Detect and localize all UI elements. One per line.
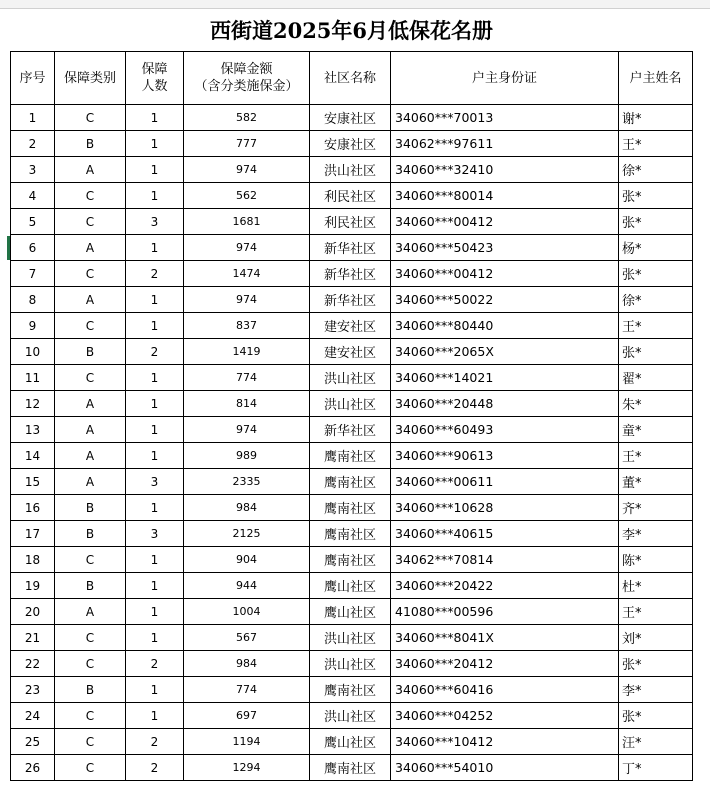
cell-amount[interactable]: 944 [184,573,310,599]
table-row [11,521,693,547]
cell-name[interactable]: 汪* [619,729,693,755]
cell-id[interactable]: 34060***32410 [391,157,619,183]
cell-name[interactable]: 齐* [619,495,693,521]
cell-people[interactable]: 1 [126,157,184,183]
cell-id[interactable]: 41080***00596 [391,599,619,625]
cell-id[interactable]: 34060***10628 [391,495,619,521]
cell-name[interactable]: 王* [619,443,693,469]
cell-amount[interactable]: 1294 [184,755,310,781]
cell-id[interactable]: 34060***14021 [391,365,619,391]
cell-community[interactable]: 鹰山社区 [310,573,391,599]
cell-community[interactable]: 洪山社区 [310,703,391,729]
header-amount-line2: （含分类施保金） [194,79,299,94]
cell-id[interactable]: 34060***20422 [391,573,619,599]
cell-amount[interactable]: 1474 [184,261,310,287]
cell-type[interactable]: C [55,261,126,287]
cell-community[interactable]: 鹰南社区 [310,495,391,521]
cell-community[interactable]: 洪山社区 [310,625,391,651]
header-amount[interactable] [184,52,310,105]
cell-no[interactable]: 9 [11,313,55,339]
sheet-title[interactable]: 西街道2025年6月低保花名册 [11,9,693,52]
cell-no[interactable]: 19 [11,573,55,599]
cell-amount[interactable]: 984 [184,495,310,521]
table-row [11,573,693,599]
cell-name[interactable]: 王* [619,599,693,625]
cell-community[interactable]: 利民社区 [310,209,391,235]
cell-people[interactable]: 1 [126,599,184,625]
cell-type[interactable]: A [55,391,126,417]
cell-amount[interactable]: 974 [184,417,310,443]
cell-people[interactable]: 1 [126,417,184,443]
table-body [11,105,693,781]
cell-community[interactable]: 洪山社区 [310,391,391,417]
cell-amount[interactable]: 562 [184,183,310,209]
cell-community[interactable]: 鹰南社区 [310,755,391,781]
cell-name[interactable]: 徐* [619,157,693,183]
cell-community[interactable]: 鹰南社区 [310,547,391,573]
cell-id[interactable]: 34060***50423 [391,235,619,261]
cell-community[interactable]: 新华社区 [310,287,391,313]
cell-people[interactable]: 3 [126,469,184,495]
cell-id[interactable]: 34060***2065X [391,339,619,365]
cell-name[interactable]: 朱* [619,391,693,417]
cell-id[interactable]: 34060***20448 [391,391,619,417]
table-row [11,677,693,703]
cell-amount[interactable]: 697 [184,703,310,729]
cell-name[interactable]: 谢* [619,105,693,131]
cell-id[interactable]: 34060***90613 [391,443,619,469]
cell-type[interactable]: A [55,417,126,443]
cell-no[interactable]: 25 [11,729,55,755]
cell-no[interactable]: 17 [11,521,55,547]
cell-community[interactable]: 新华社区 [310,261,391,287]
header-name[interactable]: 户主姓名 [619,52,693,105]
cell-type[interactable]: A [55,157,126,183]
cell-community[interactable]: 安康社区 [310,105,391,131]
cell-amount[interactable]: 974 [184,287,310,313]
cell-name[interactable]: 张* [619,183,693,209]
header-people-line2: 人数 [141,79,168,94]
cell-type[interactable]: C [55,183,126,209]
cell-type[interactable]: A [55,469,126,495]
table-row [11,755,693,781]
cell-name[interactable]: 王* [619,131,693,157]
cell-type[interactable]: C [55,651,126,677]
cell-type[interactable]: A [55,235,126,261]
cell-name[interactable]: 丁* [619,755,693,781]
cell-amount[interactable]: 774 [184,677,310,703]
cell-id[interactable]: 34060***80440 [391,313,619,339]
table-row [11,625,693,651]
roster-table [10,9,693,781]
cell-id[interactable]: 34060***00412 [391,209,619,235]
table-row [11,391,693,417]
cell-no[interactable]: 22 [11,651,55,677]
cell-type[interactable]: C [55,547,126,573]
cell-community[interactable]: 洪山社区 [310,365,391,391]
cell-id[interactable]: 34060***00611 [391,469,619,495]
cell-no[interactable]: 16 [11,495,55,521]
cell-people[interactable]: 2 [126,755,184,781]
cell-no[interactable]: 13 [11,417,55,443]
cell-no[interactable]: 8 [11,287,55,313]
cell-people[interactable]: 2 [126,261,184,287]
cell-type[interactable]: A [55,599,126,625]
header-id[interactable]: 户主身份证 [391,52,619,105]
cell-community[interactable]: 安康社区 [310,131,391,157]
cell-people[interactable]: 2 [126,729,184,755]
cell-community[interactable]: 鹰山社区 [310,599,391,625]
table-row [11,651,693,677]
cell-no[interactable]: 2 [11,131,55,157]
cell-id[interactable]: 34060***04252 [391,703,619,729]
cell-community[interactable]: 鹰南社区 [310,677,391,703]
cell-type[interactable]: B [55,495,126,521]
cell-people[interactable]: 1 [126,547,184,573]
cell-amount[interactable]: 2125 [184,521,310,547]
cell-type[interactable]: A [55,443,126,469]
table-row [11,339,693,365]
table-row [11,209,693,235]
cell-amount[interactable]: 814 [184,391,310,417]
cell-amount[interactable]: 837 [184,313,310,339]
cell-amount[interactable]: 974 [184,235,310,261]
cell-name[interactable]: 刘* [619,625,693,651]
cell-id[interactable]: 34060***60416 [391,677,619,703]
header-row [11,52,693,105]
table-row [11,495,693,521]
cell-people[interactable]: 2 [126,651,184,677]
table-row [11,417,693,443]
cell-people[interactable]: 1 [126,573,184,599]
cell-people[interactable]: 1 [126,183,184,209]
cell-id[interactable]: 34060***60493 [391,417,619,443]
cell-type[interactable]: B [55,131,126,157]
cell-people[interactable]: 1 [126,443,184,469]
cell-id[interactable]: 34060***80014 [391,183,619,209]
cell-id[interactable]: 34060***40615 [391,521,619,547]
cell-no[interactable]: 20 [11,599,55,625]
cell-no[interactable]: 7 [11,261,55,287]
cell-amount[interactable]: 2335 [184,469,310,495]
cell-name[interactable]: 李* [619,677,693,703]
cell-amount[interactable]: 774 [184,365,310,391]
table-row [11,729,693,755]
cell-no[interactable]: 3 [11,157,55,183]
cell-type[interactable]: C [55,313,126,339]
spreadsheet-header-strip [0,0,710,9]
cell-type[interactable]: C [55,755,126,781]
cell-community[interactable]: 建安社区 [310,339,391,365]
table-row [11,157,693,183]
cell-community[interactable]: 洪山社区 [310,157,391,183]
cell-people[interactable]: 1 [126,131,184,157]
cell-people[interactable]: 1 [126,235,184,261]
cell-people[interactable]: 1 [126,391,184,417]
cell-no[interactable]: 23 [11,677,55,703]
table-row [11,703,693,729]
cell-people[interactable]: 1 [126,703,184,729]
cell-name[interactable]: 翟* [619,365,693,391]
cell-type[interactable]: C [55,365,126,391]
cell-community[interactable]: 鹰山社区 [310,729,391,755]
cell-community[interactable]: 新华社区 [310,235,391,261]
cell-no[interactable]: 15 [11,469,55,495]
cell-id[interactable]: 34062***70814 [391,547,619,573]
header-no[interactable]: 序号 [11,52,55,105]
cell-type[interactable]: C [55,625,126,651]
table-row [11,235,693,261]
table-row [11,365,693,391]
cell-people[interactable]: 1 [126,625,184,651]
cell-amount[interactable]: 567 [184,625,310,651]
table-row [11,469,693,495]
cell-community[interactable]: 利民社区 [310,183,391,209]
cell-no[interactable]: 26 [11,755,55,781]
cell-amount[interactable]: 974 [184,157,310,183]
cell-amount[interactable]: 989 [184,443,310,469]
cell-no[interactable]: 14 [11,443,55,469]
cell-id[interactable]: 34060***20412 [391,651,619,677]
cell-name[interactable]: 董* [619,469,693,495]
cell-amount[interactable]: 1419 [184,339,310,365]
cell-community[interactable]: 鹰南社区 [310,443,391,469]
cell-type[interactable]: C [55,105,126,131]
cell-amount[interactable]: 777 [184,131,310,157]
cell-type[interactable]: C [55,703,126,729]
cell-people[interactable]: 1 [126,313,184,339]
cell-people[interactable]: 1 [126,287,184,313]
cell-no[interactable]: 12 [11,391,55,417]
cell-amount[interactable]: 1194 [184,729,310,755]
cell-type[interactable]: B [55,339,126,365]
table-row [11,131,693,157]
cell-amount[interactable]: 582 [184,105,310,131]
cell-amount[interactable]: 1681 [184,209,310,235]
cell-name[interactable]: 童* [619,417,693,443]
cell-type[interactable]: C [55,729,126,755]
cell-no[interactable]: 6 [11,235,55,261]
cell-no[interactable]: 1 [11,105,55,131]
cell-people[interactable]: 3 [126,209,184,235]
cell-amount[interactable]: 1004 [184,599,310,625]
cell-type[interactable]: C [55,209,126,235]
cell-amount[interactable]: 904 [184,547,310,573]
header-people[interactable] [126,52,184,105]
cell-people[interactable]: 1 [126,495,184,521]
cell-name[interactable]: 张* [619,703,693,729]
table-row [11,261,693,287]
table-row [11,443,693,469]
cell-id[interactable]: 34060***10412 [391,729,619,755]
cell-community[interactable]: 新华社区 [310,417,391,443]
cell-name[interactable]: 张* [619,261,693,287]
header-people-line1: 保障 [141,62,168,77]
cell-no[interactable]: 10 [11,339,55,365]
cell-name[interactable]: 杜* [619,573,693,599]
table-row [11,313,693,339]
cell-name[interactable]: 张* [619,339,693,365]
cell-id[interactable]: 34060***54010 [391,755,619,781]
cell-people[interactable]: 2 [126,339,184,365]
cell-no[interactable]: 11 [11,365,55,391]
cell-amount[interactable]: 984 [184,651,310,677]
cell-people[interactable]: 1 [126,677,184,703]
cell-no[interactable]: 24 [11,703,55,729]
cell-name[interactable]: 陈* [619,547,693,573]
header-community[interactable]: 社区名称 [310,52,391,105]
cell-name[interactable]: 徐* [619,287,693,313]
cell-id[interactable]: 34060***00412 [391,261,619,287]
table-row [11,183,693,209]
cell-id[interactable]: 34060***8041X [391,625,619,651]
cell-no[interactable]: 18 [11,547,55,573]
cell-id[interactable]: 34060***50022 [391,287,619,313]
cell-community[interactable]: 鹰南社区 [310,469,391,495]
cell-id[interactable]: 34060***70013 [391,105,619,131]
cell-no[interactable]: 4 [11,183,55,209]
cell-people[interactable]: 3 [126,521,184,547]
header-amount-line1: 保障金额 [220,62,273,77]
header-type[interactable]: 保障类别 [55,52,126,105]
cell-name[interactable]: 张* [619,651,693,677]
cell-community[interactable]: 鹰南社区 [310,521,391,547]
cell-community[interactable]: 洪山社区 [310,651,391,677]
cell-name[interactable]: 杨* [619,235,693,261]
cell-no[interactable]: 5 [11,209,55,235]
table-row [11,105,693,131]
cell-type[interactable]: B [55,573,126,599]
cell-type[interactable]: A [55,287,126,313]
cell-community[interactable]: 建安社区 [310,313,391,339]
cell-type[interactable]: B [55,521,126,547]
cell-id[interactable]: 34062***97611 [391,131,619,157]
table-row [11,287,693,313]
cell-no[interactable]: 21 [11,625,55,651]
cell-name[interactable]: 李* [619,521,693,547]
cell-name[interactable]: 张* [619,209,693,235]
cell-people[interactable]: 1 [126,365,184,391]
cell-people[interactable]: 1 [126,105,184,131]
cell-name[interactable]: 王* [619,313,693,339]
cell-type[interactable]: B [55,677,126,703]
table-row [11,599,693,625]
table-row [11,547,693,573]
